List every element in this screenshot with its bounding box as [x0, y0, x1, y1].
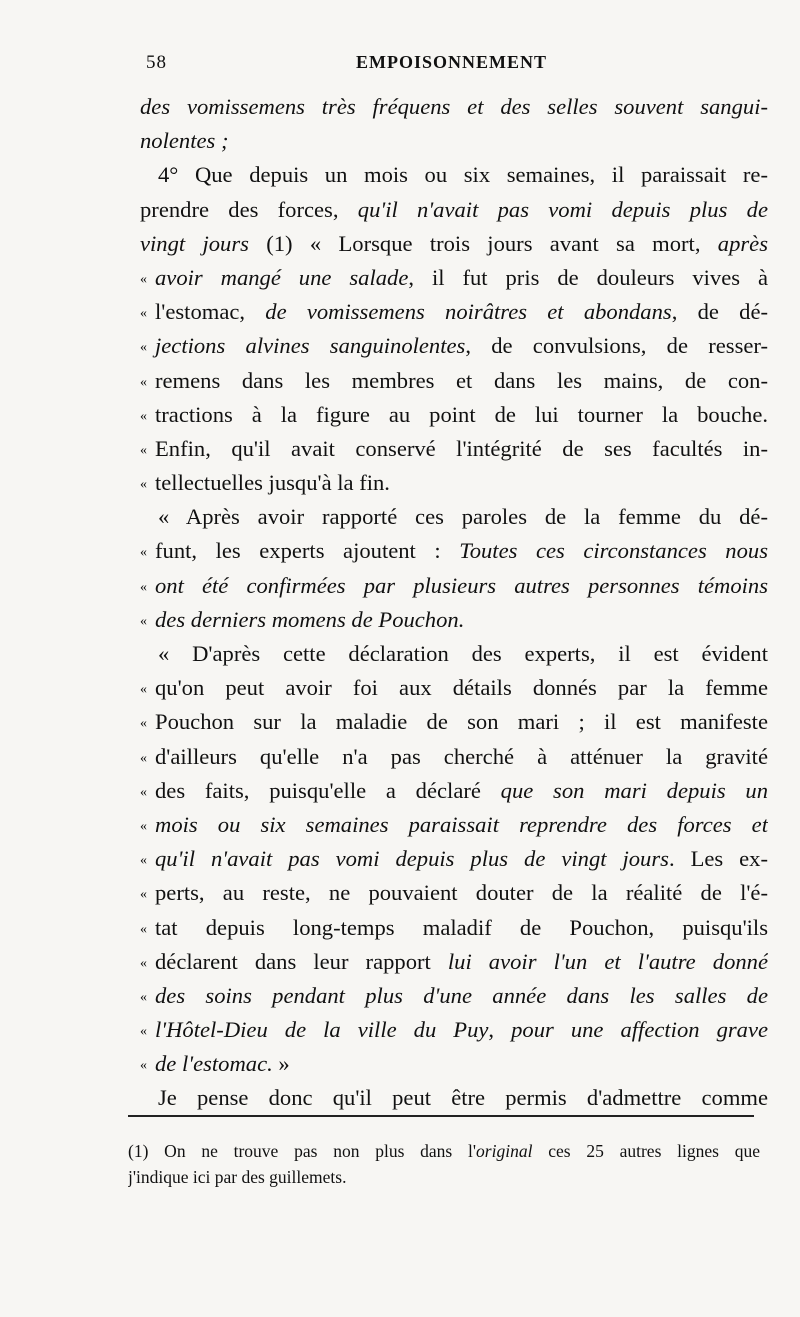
quote-mark: «: [140, 887, 147, 903]
body-line: [140, 603, 768, 637]
italic-text: pour une affection grave: [511, 1017, 768, 1043]
quote-mark: «: [140, 784, 147, 800]
body-line: [140, 740, 768, 774]
page-header: [146, 52, 758, 82]
body-line: [140, 637, 768, 671]
quote-mark: «: [140, 1024, 147, 1040]
body-line: [140, 227, 768, 261]
text-run: l'estomac,: [155, 299, 266, 325]
italic-text: nolentes ;: [140, 128, 229, 154]
text-run: (1) « Lorsque trois jours avant sa mort,: [248, 230, 718, 256]
text-run: déclarent dans leur rapport: [155, 948, 448, 974]
italic-text: qu'il n'avait pas vomi depuis plus de vingt jours: [155, 846, 669, 872]
body-line: [140, 398, 768, 432]
text-run: (1) On ne trouve pas non plus dans l': [128, 1141, 477, 1161]
text-run: « D'après cette déclaration des experts, il est évident: [158, 641, 768, 666]
body-line: [140, 295, 768, 329]
italic-text: vingt jours: [140, 230, 249, 256]
page-number: 58: [146, 52, 167, 73]
body-line: [140, 842, 768, 876]
text-run: qu'on peut avoir foi aux détails donnés par la femme: [155, 675, 768, 701]
body-line: [140, 329, 768, 363]
italic-text: des soins pendant plus d'une année dans les salles de: [155, 982, 768, 1008]
italic-text: qu'il n'avait pas vomi depuis plus de: [357, 196, 768, 222]
text-run: d'ailleurs qu'elle n'a pas cherché à atténuer la gravité: [155, 743, 768, 769]
quote-mark: «: [140, 682, 147, 698]
body-line: [140, 466, 768, 500]
body-line: [140, 193, 768, 227]
text-run: tractions à la figure au point de lui tourner la bouche.: [155, 401, 768, 427]
italic-text: original: [476, 1141, 533, 1161]
quote-mark: «: [140, 271, 147, 287]
text-run: perts, au reste, ne pouvaient douter de la réalité de l'é-: [155, 880, 768, 906]
quote-mark: «: [140, 955, 147, 971]
quote-mark: «: [140, 545, 147, 561]
body-line: [140, 979, 768, 1013]
text-run: Pouchon sur la maladie de son mari ; il est manifeste: [155, 709, 768, 735]
text-run: »: [272, 1051, 290, 1077]
quote-mark: «: [140, 716, 147, 732]
text-run: Je pense donc qu'il peut être permis d'admettre comme: [158, 1085, 768, 1111]
body-line: [140, 569, 768, 603]
quote-mark: «: [140, 374, 147, 390]
text-run: des faits, puisqu'elle a déclaré: [155, 777, 501, 803]
running-title: EMPOISONNEMENT: [356, 52, 548, 72]
text-run: , de dé-: [671, 299, 768, 325]
italic-text: de l'estomac.: [155, 1051, 273, 1077]
quote-mark: «: [140, 989, 147, 1005]
italic-text: que son mari depuis un: [500, 777, 768, 803]
body-text: [140, 90, 768, 1116]
text-run: tat depuis long-temps maladif de Pouchon, puisqu'ils: [155, 914, 768, 940]
quote-mark: «: [140, 477, 147, 493]
text-run: tellectuelles jusqu'à la fin.: [155, 470, 390, 496]
body-line: [140, 500, 768, 534]
quote-mark: «: [140, 750, 147, 766]
text-run: j'indique ici par des guillemets.: [128, 1167, 347, 1187]
body-line: [140, 261, 768, 295]
italic-text: après: [717, 230, 768, 256]
italic-text: des derniers momens de Pouchon.: [155, 606, 465, 632]
quote-mark: «: [140, 1058, 147, 1074]
footnote-line: [128, 1138, 760, 1164]
body-line: [140, 1081, 768, 1115]
quote-mark: «: [140, 921, 147, 937]
quote-mark: «: [140, 853, 147, 869]
text-run: funt, les experts ajoutent :: [155, 538, 460, 564]
footnote: [128, 1138, 760, 1190]
body-line: [140, 705, 768, 739]
text-run: prendre des forces,: [140, 196, 358, 222]
italic-text: lui avoir l'un et l'autre donné: [447, 948, 768, 974]
body-line: [140, 364, 768, 398]
body-line: [140, 124, 768, 158]
body-line: [140, 774, 768, 808]
quote-mark: «: [140, 818, 147, 834]
text-run: . Les ex-: [668, 846, 768, 872]
text-run: , il fut pris de douleurs vives à: [408, 264, 768, 290]
body-line: [140, 911, 768, 945]
text-run: ces 25 autres lignes que: [532, 1141, 760, 1161]
body-line: [140, 534, 768, 568]
italic-text: Toutes ces circonstances nous: [459, 538, 768, 564]
italic-text: jections alvines sanguinolentes: [155, 333, 466, 359]
body-line: [140, 808, 768, 842]
italic-text: avoir mangé une salade: [155, 264, 409, 290]
text-run: Enfin, qu'il avait conservé l'intégrité de ses facultés in-: [155, 435, 768, 461]
body-line: [140, 876, 768, 910]
text-run: remens dans les membres et dans les mains, de con-: [155, 367, 768, 393]
body-line: [140, 158, 768, 192]
italic-text: ont été confirmées par plusieurs autres personnes témoins: [155, 572, 768, 598]
italic-text: des vomissemens très fréquens et des selles souvent sangui-: [140, 94, 768, 119]
text-run: ,: [488, 1017, 512, 1043]
footnote-line: [128, 1164, 760, 1190]
italic-text: mois ou six semaines paraissait reprendre des forces et: [155, 811, 768, 837]
quote-mark: «: [140, 306, 147, 322]
body-line: [140, 90, 768, 124]
body-line: [140, 1013, 768, 1047]
text-run: , de convulsions, de resser-: [465, 333, 768, 359]
body-line: [140, 671, 768, 705]
body-line: [140, 945, 768, 979]
body-line: [140, 1047, 768, 1081]
text-run: 4° Que depuis un mois ou six semaines, il paraissait re-: [158, 162, 768, 188]
quote-mark: «: [140, 340, 147, 356]
italic-text: l'Hôtel-Dieu de la ville du Puy: [155, 1017, 489, 1043]
footnote-rule: [128, 1115, 754, 1117]
body-line: [140, 432, 768, 466]
quote-mark: «: [140, 408, 147, 424]
quote-mark: «: [140, 613, 147, 629]
italic-text: de vomissemens noirâtres et abondans: [265, 299, 672, 325]
quote-mark: «: [140, 579, 147, 595]
quote-mark: «: [140, 442, 147, 458]
text-run: « Après avoir rapporté ces paroles de la femme du dé-: [158, 504, 768, 530]
